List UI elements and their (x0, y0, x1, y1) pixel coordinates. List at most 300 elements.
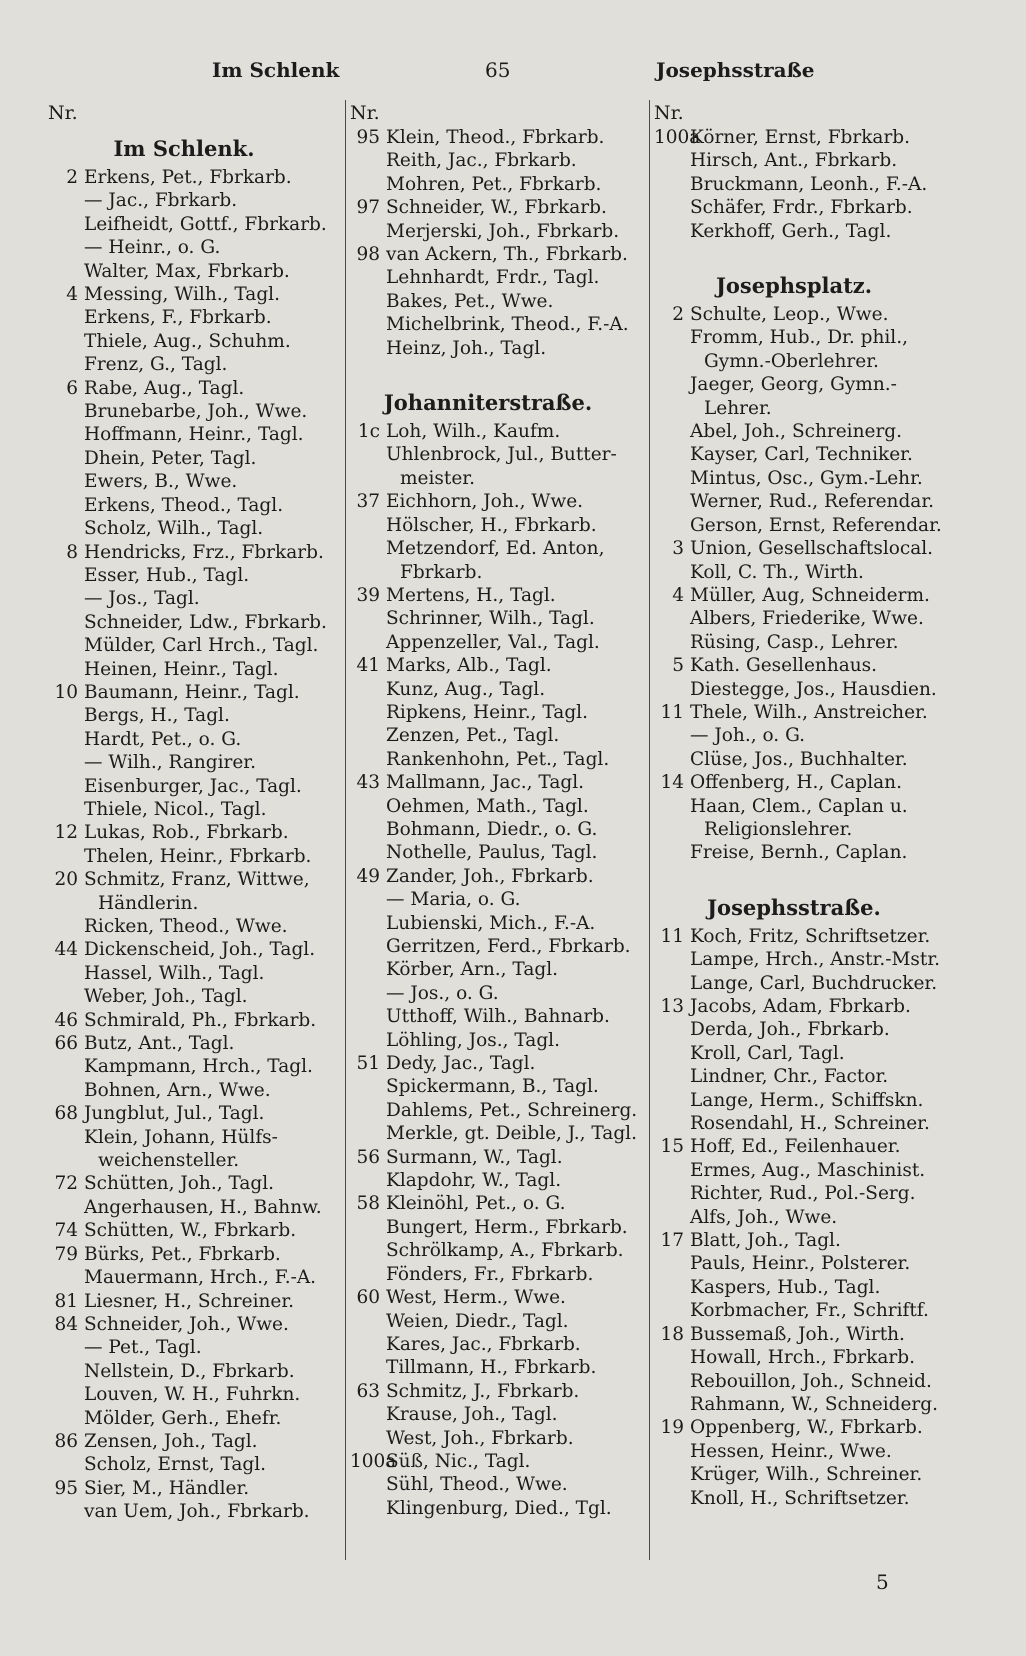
directory-entry (350, 537, 646, 584)
directory-entry (350, 1216, 646, 1239)
resident-text: Derda, Joh., Fbrkarb. (690, 1019, 890, 1041)
resident-text: Kroll, Carl, Tagl. (690, 1042, 845, 1064)
house-number: 46 (54, 1009, 78, 1031)
resident-text: Lukas, Rob., Fbrkarb. (84, 822, 289, 844)
resident-text-continued: Fbrkarb. (400, 561, 483, 583)
directory-entry (654, 607, 954, 630)
directory-entry (48, 962, 340, 985)
directory-entry (48, 1055, 340, 1078)
resident-text: Kunz, Aug., Tagl. (386, 678, 546, 700)
directory-entry (654, 1487, 954, 1510)
directory-entry (654, 841, 954, 864)
directory-entry (654, 1065, 954, 1088)
directory-entry (350, 420, 646, 443)
house-number: 84 (54, 1313, 78, 1335)
page-number: 65 (485, 58, 511, 82)
directory-entry (654, 972, 954, 995)
resident-text: Ripkens, Heinr., Tagl. (386, 701, 588, 723)
directory-entry (48, 1477, 340, 1500)
directory-entry (350, 912, 646, 935)
resident-text: West, Herm., Wwe. (386, 1287, 566, 1309)
resident-text: Schneider, W., Fbrkarb. (386, 197, 607, 219)
directory-entry (654, 1299, 954, 1322)
house-number: 11 (660, 925, 684, 947)
directory-entry (350, 1333, 646, 1356)
resident-text: Scholz, Wilh., Tagl. (84, 518, 264, 540)
resident-text: Kampmann, Hrch., Tagl. (84, 1056, 313, 1078)
resident-text: Dahlems, Pet., Schreinerg. (386, 1099, 638, 1121)
directory-entry (654, 1042, 954, 1065)
directory-entry (350, 1450, 646, 1473)
directory-entry (654, 1393, 954, 1416)
directory-entry (350, 173, 646, 196)
directory-entry (350, 1473, 646, 1496)
directory-entry (654, 514, 954, 537)
house-number: 86 (54, 1430, 78, 1452)
resident-text: Hoff, Ed., Feilenhauer. (690, 1136, 901, 1158)
resident-text: Liesner, H., Schreiner. (84, 1290, 295, 1312)
directory-entry (48, 1360, 340, 1383)
resident-text: Kerkhoff, Gerh., Tagl. (690, 220, 892, 242)
directory-entry (350, 1403, 646, 1426)
resident-text-continued: meister. (400, 467, 475, 489)
resident-text: Kaspers, Hub., Tagl. (690, 1276, 881, 1298)
running-head (0, 58, 1026, 98)
resident-text: Hardt, Pet., o. G. (84, 728, 242, 750)
resident-text: Heinz, Joh., Tagl. (386, 337, 547, 359)
directory-entry (654, 303, 954, 326)
resident-text: Schneider, Ldw., Fbrkarb. (84, 611, 327, 633)
resident-text: Sier, M., Händler. (84, 1477, 250, 1499)
directory-entry (350, 1075, 646, 1098)
directory-entry (654, 1159, 954, 1182)
resident-text: Hessen, Heinr., Wwe. (690, 1440, 892, 1462)
directory-entry (654, 1346, 954, 1369)
resident-text: Bakes, Pet., Wwe. (386, 290, 554, 312)
resident-text: Mölder, Gerh., Ehefr. (84, 1407, 282, 1429)
house-number: 51 (356, 1053, 380, 1075)
directory-entry (48, 377, 340, 400)
directory-entry (654, 631, 954, 654)
resident-text: Ermes, Aug., Maschinist. (690, 1159, 926, 1181)
directory-entry (654, 1182, 954, 1205)
resident-text: Bruckmann, Leonh., F.-A. (690, 173, 928, 195)
directory-entry (654, 1135, 954, 1158)
house-number: 81 (54, 1290, 78, 1312)
house-number: 37 (356, 491, 380, 513)
resident-text-continued: weichensteller. (98, 1150, 240, 1172)
column-2 (350, 100, 646, 1596)
resident-text: Clüse, Jos., Buchhalter. (690, 748, 908, 770)
resident-text: Bergs, H., Tagl. (84, 705, 230, 727)
resident-text: Bürks, Pet., Fbrkarb. (84, 1243, 281, 1265)
directory-entry (654, 1370, 954, 1393)
resident-text: Merjerski, Joh., Fbrkarb. (386, 220, 620, 242)
house-number: 95 (356, 127, 380, 148)
directory-entry (350, 748, 646, 771)
directory-entry (48, 1243, 340, 1266)
directory-entry (654, 561, 954, 584)
directory-entry (654, 1252, 954, 1275)
resident-text: Klapdohr, W., Tagl. (386, 1170, 562, 1192)
resident-text: Baumann, Heinr., Tagl. (84, 681, 300, 703)
directory-entry (654, 1229, 954, 1252)
resident-text: Schrinner, Wilh., Tagl. (386, 608, 595, 630)
directory-entry (654, 326, 954, 373)
directory-entry (48, 1383, 340, 1406)
directory-entry (350, 1497, 646, 1520)
directory-entry (350, 771, 646, 794)
directory-entry (350, 1029, 646, 1052)
directory-entry (350, 607, 646, 630)
directory-entry (48, 283, 340, 306)
directory-entry (350, 1356, 646, 1379)
resident-text: Schmirald, Ph., Fbrkarb. (84, 1009, 317, 1031)
resident-text: Kares, Jac., Fbrkarb. (386, 1333, 581, 1355)
resident-text: Messing, Wilh., Tagl. (84, 284, 280, 306)
house-number: 44 (54, 939, 78, 961)
directory-entry (350, 1310, 646, 1333)
directory-entry (654, 1018, 954, 1041)
resident-text: Pauls, Heinr., Polsterer. (690, 1253, 911, 1275)
directory-entry (654, 701, 954, 724)
directory-entry (48, 330, 340, 353)
directory-entry (48, 1219, 340, 1242)
directory-entry (350, 1239, 646, 1262)
street-heading: Johanniterstraße. (383, 390, 593, 416)
resident-text: Lampe, Hrch., Anstr.-Mstr. (690, 949, 941, 971)
resident-text: Rebouillon, Joh., Schneid. (690, 1370, 932, 1392)
resident-text: Blatt, Joh., Tagl. (690, 1230, 841, 1252)
directory-entry (48, 189, 340, 212)
directory-entry (654, 467, 954, 490)
resident-text: Eichhorn, Joh., Wwe. (386, 491, 584, 513)
house-number: 79 (54, 1243, 78, 1265)
directory-entry (48, 704, 340, 727)
directory-entry (654, 1440, 954, 1463)
directory-entry (48, 1196, 340, 1219)
directory-entry (350, 795, 646, 818)
resident-text: Angerhausen, H., Bahnw. (84, 1196, 322, 1218)
directory-entry (48, 798, 340, 821)
directory-entry (48, 1102, 340, 1125)
directory-entry (350, 982, 646, 1005)
resident-text: Union, Gesellschaftslocal. (690, 538, 934, 560)
directory-entry (654, 748, 954, 771)
nr-label: Nr. (654, 102, 684, 124)
directory-entry (350, 724, 646, 747)
resident-text: Zander, Joh., Fbrkarb. (386, 865, 594, 887)
resident-text: Scholz, Ernst, Tagl. (84, 1454, 267, 1476)
resident-text: Louven, W. H., Fuhrkn. (84, 1384, 301, 1406)
directory-entry (48, 306, 340, 329)
directory-entry (350, 149, 646, 172)
directory-entry (48, 985, 340, 1008)
directory-entry (48, 1032, 340, 1055)
resident-text: Erkens, Pet., Fbrkarb. (84, 167, 292, 188)
directory-entry (48, 728, 340, 751)
directory-entry (48, 775, 340, 798)
house-number: 13 (660, 996, 684, 1017)
directory-entry (654, 995, 954, 1018)
column-1 (48, 100, 340, 1596)
directory-entry (48, 1172, 340, 1195)
directory-entry (654, 948, 954, 971)
directory-entry (654, 771, 954, 794)
directory-entry (48, 1430, 340, 1453)
resident-text: — Jos., Tagl. (84, 588, 200, 610)
resident-text: Schütten, W., Fbrkarb. (84, 1220, 297, 1242)
house-number: 100a (654, 127, 701, 148)
resident-text: Michelbrink, Theod., F.-A. (386, 314, 629, 336)
directory-entry (48, 541, 340, 564)
resident-text: Lehnhardt, Frdr., Tagl. (386, 267, 600, 289)
directory-entry (654, 173, 954, 196)
resident-text: Rüsing, Casp., Lehrer. (690, 631, 899, 653)
directory-entry (48, 260, 340, 283)
resident-text: Howall, Hrch., Fbrkarb. (690, 1347, 915, 1369)
directory-entry (654, 1416, 954, 1439)
directory-entry (350, 865, 646, 888)
directory-entry (350, 1146, 646, 1169)
directory-entry (654, 1323, 954, 1346)
resident-text: Hölscher, H., Fbrkarb. (386, 514, 597, 536)
resident-text: Bungert, Herm., Fbrkarb. (386, 1216, 628, 1238)
resident-text: Rankenhohn, Pet., Tagl. (386, 748, 610, 770)
street-heading: Josephsplatz. (715, 273, 873, 299)
directory-entry (350, 1263, 646, 1286)
directory-entry (350, 888, 646, 911)
resident-text: Frenz, G., Tagl. (84, 354, 228, 376)
directory-entry (48, 587, 340, 610)
house-number: 43 (356, 772, 380, 794)
resident-text: Freise, Bernh., Caplan. (690, 842, 908, 864)
directory-entry (350, 654, 646, 677)
house-number: 3 (672, 538, 684, 560)
resident-text: Gerritzen, Ferd., Fbrkarb. (386, 936, 631, 957)
resident-text: Diestegge, Jos., Hausdien. (690, 678, 937, 700)
resident-text: Jungblut, Jul., Tagl. (84, 1103, 265, 1125)
house-number: 18 (660, 1323, 684, 1345)
resident-text: Ewers, B., Wwe. (84, 471, 238, 493)
directory-entry (654, 724, 954, 747)
house-number: 2 (672, 304, 684, 326)
resident-text: Hirsch, Ant., Fbrkarb. (690, 150, 898, 172)
running-head-right: Josephsstraße (656, 58, 815, 82)
directory-entry (48, 634, 340, 657)
nr-label: Nr. (48, 102, 78, 124)
house-number: 72 (54, 1173, 78, 1195)
house-number: 39 (356, 584, 380, 606)
house-number: 4 (672, 584, 684, 606)
resident-text: Dhein, Peter, Tagl. (84, 447, 257, 469)
directory-entry (350, 1192, 646, 1215)
resident-text: Korbmacher, Fr., Schriftf. (690, 1300, 929, 1322)
resident-text: Heinen, Heinr., Tagl. (84, 658, 279, 680)
directory-entry (654, 678, 954, 701)
resident-text: Koll, C. Th., Wirth. (690, 561, 864, 583)
resident-text: Marks, Alb., Tagl. (386, 655, 552, 677)
resident-text: Müller, Aug, Schneiderm. (690, 584, 930, 606)
directory-entry (350, 1052, 646, 1075)
resident-text: Lindner, Chr., Factor. (690, 1066, 889, 1088)
column-rule (345, 100, 346, 1560)
resident-text: Löhling, Jos., Tagl. (386, 1029, 560, 1051)
directory-entry (48, 681, 340, 704)
directory-entry (350, 1286, 646, 1309)
resident-text: Bohnen, Arn., Wwe. (84, 1079, 271, 1101)
house-number: 8 (66, 541, 78, 563)
house-number: 1c (357, 421, 380, 443)
resident-text: Alfs, Joh., Wwe. (690, 1206, 838, 1228)
resident-text: Zensen, Joh., Tagl. (84, 1430, 258, 1452)
directory-entry (350, 631, 646, 654)
resident-text: Thiele, Aug., Schuhm. (84, 330, 291, 352)
directory-entry (48, 868, 340, 915)
resident-text: Thele, Wilh., Anstreicher. (690, 701, 928, 723)
nr-label: Nr. (350, 102, 380, 124)
house-number: 14 (660, 772, 684, 794)
resident-text: — Jos., o. G. (386, 982, 499, 1004)
house-number: 41 (356, 655, 380, 677)
resident-text: Mülder, Carl Hrch., Tagl. (84, 635, 319, 657)
directory-entry (654, 537, 954, 560)
resident-text: van Uem, Joh., Fbrkarb. (84, 1501, 310, 1523)
house-number: 12 (54, 822, 78, 844)
resident-text: Surmann, W., Tagl. (386, 1146, 563, 1168)
directory-entry (654, 1089, 954, 1112)
directory-entry (350, 313, 646, 336)
resident-text: Kath. Gesellenhaus. (690, 655, 878, 677)
resident-text: Mauermann, Hrch., F.-A. (84, 1267, 317, 1289)
resident-text: Sühl, Theod., Wwe. (386, 1474, 568, 1496)
directory-entry (350, 584, 646, 607)
house-number: 60 (356, 1287, 380, 1309)
resident-text: Fromm, Hub., Dr. phil., (690, 327, 908, 349)
directory-entry (654, 490, 954, 513)
resident-text: Loh, Wilh., Kaufm. (386, 421, 561, 443)
resident-text-continued: Religionslehrer. (704, 818, 853, 840)
resident-text: Bohmann, Diedr., o. G. (386, 818, 598, 840)
resident-text-continued: Lehrer. (704, 397, 772, 419)
resident-text: Kayser, Carl, Techniker. (690, 444, 913, 466)
directory-entry (48, 1126, 340, 1173)
directory-entry (350, 243, 646, 266)
directory-entry (48, 400, 340, 423)
resident-text: Bussemaß, Joh., Wirth. (690, 1323, 905, 1345)
resident-text: Eisenburger, Jac., Tagl. (84, 775, 302, 797)
resident-text: Mertens, H., Tagl. (386, 584, 556, 606)
resident-text: Schulte, Leop., Wwe. (690, 304, 889, 326)
resident-text: Mintus, Osc., Gym.-Lehr. (690, 467, 923, 489)
directory-entry (350, 490, 646, 513)
directory-entry (654, 443, 954, 466)
directory-entry (48, 821, 340, 844)
directory-entry (350, 1099, 646, 1122)
resident-text: van Ackern, Th., Fbrkarb. (386, 244, 628, 266)
directory-entry (350, 935, 646, 958)
house-number: 10 (54, 681, 78, 703)
resident-text: Hoffmann, Heinr., Tagl. (84, 424, 304, 446)
resident-text: Nellstein, D., Fbrkarb. (84, 1360, 295, 1382)
resident-text: — Jac., Fbrkarb. (84, 190, 238, 212)
running-head-left: Im Schlenk (212, 58, 340, 82)
resident-text: Dickenscheid, Joh., Tagl. (84, 939, 316, 961)
house-number: 19 (660, 1417, 684, 1439)
resident-text: Erkens, F., Fbrkarb. (84, 307, 272, 329)
directory-entry (350, 220, 646, 243)
column-3 (654, 100, 954, 1596)
resident-text: Spickermann, B., Tagl. (386, 1076, 599, 1098)
directory-entry (48, 1407, 340, 1430)
street-heading: Josephsstraße. (707, 894, 881, 920)
directory-entry (48, 611, 340, 634)
directory-entry (350, 126, 646, 149)
resident-text: Weien, Diedr., Tagl. (386, 1310, 569, 1332)
resident-text: Weber, Joh., Tagl. (84, 986, 248, 1008)
resident-text: Tillmann, H., Fbrkarb. (386, 1357, 597, 1379)
resident-text: Uhlenbrock, Jul., Butter- (386, 444, 617, 466)
resident-text: Nothelle, Paulus, Tagl. (386, 842, 598, 864)
directory-entry (350, 841, 646, 864)
resident-text: Hassel, Wilh., Tagl. (84, 962, 265, 984)
house-number: 5 (672, 655, 684, 677)
resident-text: Offenberg, H., Caplan. (690, 772, 902, 794)
resident-text: Schmitz, Franz, Wittwe, (84, 869, 310, 891)
resident-text: Klingenburg, Died., Tgl. (386, 1497, 612, 1519)
directory-entry (48, 938, 340, 961)
house-number: 74 (54, 1220, 78, 1242)
resident-text: Lange, Herm., Schiffskn. (690, 1089, 924, 1111)
signature-mark: 5 (876, 1570, 889, 1594)
resident-text: Zenzen, Pet., Tagl. (386, 725, 560, 747)
resident-text: Thelen, Heinr., Fbrkarb. (84, 845, 312, 867)
resident-text: Knoll, H., Schriftsetzer. (690, 1487, 910, 1509)
resident-text: Albers, Friederike, Wwe. (690, 608, 924, 630)
resident-text: Rabe, Aug., Tagl. (84, 377, 245, 399)
house-number: 98 (356, 244, 380, 266)
resident-text: Süß, Nic., Tagl. (386, 1450, 531, 1472)
street-heading: Im Schlenk. (113, 136, 255, 161)
directory-entry (48, 1453, 340, 1476)
resident-text: Hendricks, Frz., Fbrkarb. (84, 541, 324, 563)
directory-entry (48, 658, 340, 681)
directory-entry (654, 149, 954, 172)
directory-entry (48, 751, 340, 774)
house-number: 2 (66, 167, 78, 188)
directory-entry (350, 443, 646, 490)
resident-text-continued: Gymn.-Oberlehrer. (704, 350, 879, 372)
resident-text-continued: Händlerin. (98, 892, 199, 914)
resident-text: Schütten, Joh., Tagl. (84, 1173, 275, 1195)
resident-text: Ricken, Theod., Wwe. (84, 916, 288, 937)
resident-text: Rosendahl, H., Schreiner. (690, 1113, 930, 1135)
column-rule (649, 100, 650, 1560)
resident-text: Dedy, Jac., Tagl. (386, 1053, 536, 1075)
resident-text: — Joh., o. G. (690, 725, 806, 747)
directory-entry (48, 1313, 340, 1336)
resident-text: Mallmann, Jac., Tagl. (386, 772, 584, 794)
resident-text: Oppenberg, W., Fbrkarb. (690, 1417, 923, 1439)
directory-entry (48, 1290, 340, 1313)
house-number: 4 (66, 284, 78, 306)
directory-entry (48, 1266, 340, 1289)
directory-entry (48, 1009, 340, 1032)
resident-text: Rahmann, W., Schneiderg. (690, 1393, 938, 1415)
directory-entry (48, 915, 340, 938)
resident-text: Gerson, Ernst, Referendar. (690, 514, 942, 536)
directory-entry (350, 1427, 646, 1450)
